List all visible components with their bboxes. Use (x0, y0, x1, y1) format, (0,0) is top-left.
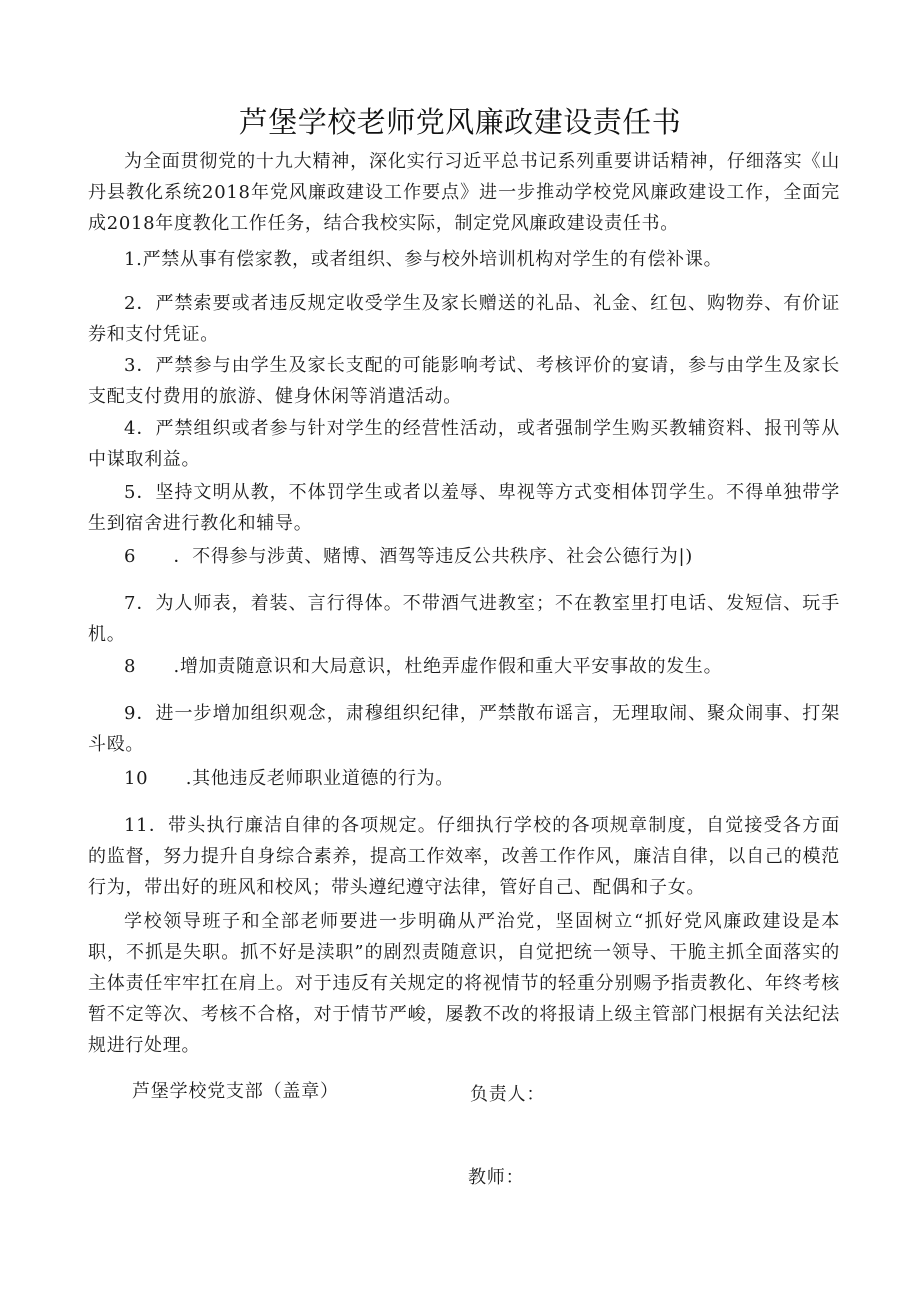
intro-paragraph: 为全面贯彻党的十九大精神，深化实行习近平总书记系列重要讲话精神，仔细落实《山丹县教化系统2018年党风廉政建设工作要点》进一步推动学校党风廉政建设工作，全面完成2018年度教化工作任务，结合我校实际，制定党风廉政建设责任书。 (88, 151, 840, 234)
item-1: 1.严禁从事有偿家教，或者组织、参与校外培训机构对学生的有偿补课。 (124, 249, 723, 270)
closing-paragraph: 学校领导班子和全部老师要进一步明确从严治党，坚固树立“抓好党风廉政建设是本职，不抓是失职。抓不好是渎职”的剧烈责随意识，自觉把统一领导、干脆主抓全面落实的主体责任牢牢扛在肩上。对于违反有关规定的将视情节的轻重分别赐予指责教化、年终考核暂不定等次、考核不合格，对于情节严峻，屡教不改的将报请上级主管部门根据有关法纪法规进行处理。 (88, 911, 840, 1056)
item-8: 8 .增加责随意识和大局意识，杜绝弄虚作假和重大平安事故的发生。 (124, 656, 723, 677)
signature-teacher: 教师： (468, 1167, 525, 1188)
document-title: 芦堡学校老师党风廉政建设责任书 (238, 105, 682, 139)
item-11: 11．带头执行廉洁自律的各项规定。仔细执行学校的各项规章制度，自觉接受各方面的监督，努力提升自身综合素养，提高工作效率，改善工作作风，廉洁自律，以自己的模范行为，带出好的班风和校风；带头遵纪遵守法律，管好自己、配偶和子女。 (88, 815, 840, 898)
item-9: 9．进一步增加组织观念，肃穆组织纪律，严禁散布谣言，无理取闹、聚众闹事、打架斗殴。 (88, 703, 840, 755)
item-2: 2．严禁索要或者违反规定收受学生及家长赠送的礼品、礼金、红包、购物券、有价证券和支付凭证。 (88, 293, 840, 345)
signature-organization: 芦堡学校党支部（盖章） (132, 1081, 339, 1102)
item-7: 7．为人师表，着装、言行得体。不带酒气进教室；不在教室里打电话、发短信、玩手机。 (88, 593, 840, 645)
item-5: 5．坚持文明从教，不体罚学生或者以羞辱、卑视等方式变相体罚学生。不得单独带学生到宿舍进行教化和辅导。 (88, 482, 840, 534)
item-3: 3．严禁参与由学生及家长支配的可能影响考试、考核评价的宴请，参与由学生及家长支配支付费用的旅游、健身休闲等消遣活动。 (88, 355, 840, 407)
signature-responsible: 负责人： (470, 1084, 546, 1105)
item-4: 4．严禁组织或者参与针对学生的经营性活动，或者强制学生购买教辅资料、报刊等从中谋取利益。 (88, 418, 840, 470)
item-10: 10 .其他违反老师职业道德的行为。 (124, 768, 454, 789)
item-6: 6 ．不得参与涉黄、赌博、酒驾等违反公共秩序、社会公德行为|) (124, 546, 693, 567)
